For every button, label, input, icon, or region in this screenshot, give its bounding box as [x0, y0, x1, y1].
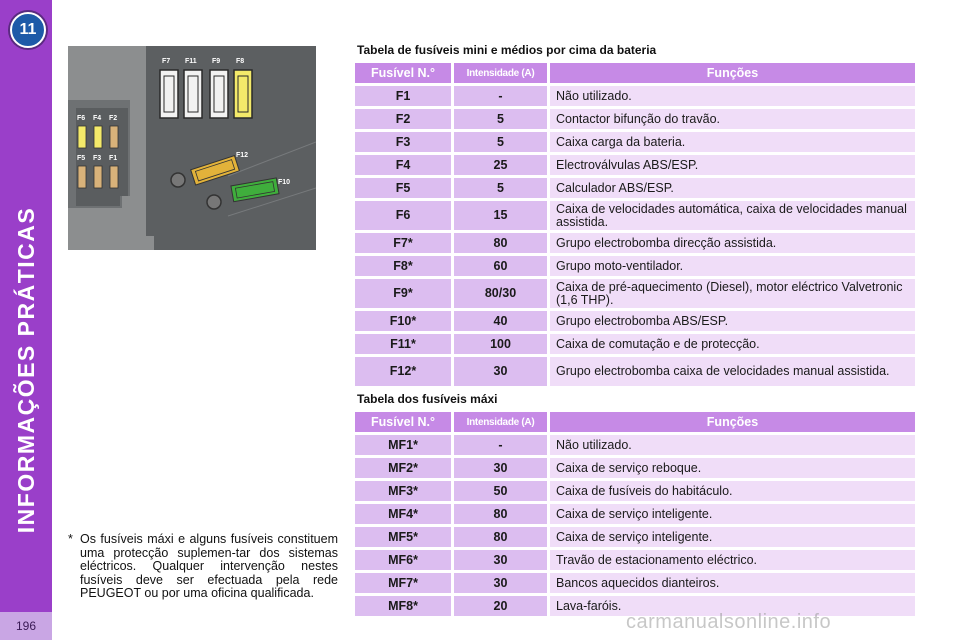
diagram-label-f7: F7 — [162, 58, 171, 65]
fuse-function: Caixa de pré-aquecimento (Diesel), motor eléctrico Valvetronic (1,6 THP). — [547, 279, 915, 308]
table-row — [355, 132, 915, 152]
page-number: 196 — [0, 612, 52, 640]
table-row — [355, 504, 915, 524]
table-row — [355, 256, 915, 276]
col-header-amperage: Intensidade (A) — [451, 412, 547, 432]
fuse-amperage: 20 — [451, 596, 547, 616]
fuse-amperage: 80 — [451, 504, 547, 524]
fuse-amperage: 5 — [451, 178, 547, 198]
table-row — [355, 357, 915, 386]
fuse-number: F10* — [355, 311, 451, 331]
table-row — [355, 334, 915, 354]
fuse-f5 — [78, 166, 86, 188]
fuse-f8 — [234, 70, 252, 118]
fuse-number: F1 — [355, 86, 451, 106]
fuse-function: Não utilizado. — [547, 86, 915, 106]
table-row — [355, 481, 915, 501]
diagram-label-f11: F11 — [185, 58, 197, 65]
diagram-label-f4: F4 — [93, 115, 102, 122]
fuse-number: F9* — [355, 279, 451, 308]
fuse-f11 — [184, 70, 202, 118]
fuse-function: Caixa de serviço reboque. — [547, 458, 915, 478]
fuse-amperage: 100 — [451, 334, 547, 354]
fuse-number: F11* — [355, 334, 451, 354]
diagram-label-f10: F10 — [278, 179, 291, 186]
fuse-function: Grupo moto-ventilador. — [547, 256, 915, 276]
col-header-functions: Funções — [547, 63, 915, 83]
fuse-amperage: 80/30 — [451, 279, 547, 308]
fuse-amperage: 15 — [451, 201, 547, 230]
fuse-f9 — [210, 70, 228, 118]
fuse-number: F8* — [355, 256, 451, 276]
fuse-function: Lava-faróis. — [547, 596, 915, 616]
fuse-number: MF3* — [355, 481, 451, 501]
fuse-amperage: 5 — [451, 132, 547, 152]
table-row — [355, 155, 915, 175]
fuse-number: MF7* — [355, 573, 451, 593]
table-row — [355, 458, 915, 478]
fuse-number: MF1* — [355, 435, 451, 455]
table-row — [355, 279, 915, 308]
diagram-label-f1: F1 — [109, 155, 118, 162]
fuse-number: F6 — [355, 201, 451, 230]
fuse-amperage: 40 — [451, 311, 547, 331]
fuse-f7 — [160, 70, 178, 118]
table-row — [355, 178, 915, 198]
col-header-functions: Funções — [547, 412, 915, 432]
fuse-number: F5 — [355, 178, 451, 198]
fuse-function: Caixa de comutação e de protecção. — [547, 334, 915, 354]
footnote-marker: * — [68, 532, 73, 546]
col-header-fuse: Fusível N.° — [355, 63, 451, 83]
fuse-number: F3 — [355, 132, 451, 152]
fuse-number: MF4* — [355, 504, 451, 524]
fuse-function: Não utilizado. — [547, 435, 915, 455]
table-row — [355, 527, 915, 547]
maxi-fuse-table — [355, 409, 915, 619]
fuse-amperage: 50 — [451, 481, 547, 501]
fuse-amperage: - — [451, 86, 547, 106]
fuse-number: F2 — [355, 109, 451, 129]
fuse-amperage: 30 — [451, 458, 547, 478]
diagram-label-f6: F6 — [77, 115, 86, 122]
fuse-f3 — [94, 166, 102, 188]
fuse-function: Electroválvulas ABS/ESP. — [547, 155, 915, 175]
fuse-function: Grupo electrobomba ABS/ESP. — [547, 311, 915, 331]
fuse-number: F4 — [355, 155, 451, 175]
fuse-f1 — [110, 166, 118, 188]
fuse-function: Caixa de serviço inteligente. — [547, 504, 915, 524]
fuse-amperage: 30 — [451, 573, 547, 593]
table-row — [355, 435, 915, 455]
table2-title: Tabela dos fusíveis máxi — [357, 392, 498, 406]
diagram-label-f9: F9 — [212, 58, 221, 65]
diagram-label-f12: F12 — [236, 152, 249, 159]
fuse-function: Calculador ABS/ESP. — [547, 178, 915, 198]
table-row — [355, 233, 915, 253]
fuse-amperage: 80 — [451, 527, 547, 547]
table-row — [355, 86, 915, 106]
fuse-number: MF8* — [355, 596, 451, 616]
fuse-f2 — [110, 126, 118, 148]
table-row — [355, 550, 915, 570]
table-row — [355, 201, 915, 230]
fuse-function: Bancos aquecidos dianteiros. — [547, 573, 915, 593]
fuse-amperage: 80 — [451, 233, 547, 253]
fuse-amperage: - — [451, 435, 547, 455]
footnote-text: Os fusíveis máxi e alguns fusíveis constituem uma protecção suplemen-tar dos sistemas eléctricos. Qualquer intervenção nestes fusíveis deve ser efectuada pela rede PEUGEOT ou por uma oficina qualificada. — [80, 532, 338, 600]
fuse-number: F12* — [355, 357, 451, 386]
table-row — [355, 311, 915, 331]
diagram-label-f8: F8 — [236, 58, 245, 65]
fuse-f4 — [94, 126, 102, 148]
fuse-function: Grupo electrobomba caixa de velocidades manual assistida. — [547, 357, 915, 386]
fuse-amperage: 30 — [451, 550, 547, 570]
diagram-label-f3: F3 — [93, 155, 102, 162]
fuse-number: MF6* — [355, 550, 451, 570]
fuse-amperage: 60 — [451, 256, 547, 276]
fuse-number: MF5* — [355, 527, 451, 547]
diagram-label-f2: F2 — [109, 115, 118, 122]
fuse-amperage: 30 — [451, 357, 547, 386]
chapter-number-badge: 11 — [10, 12, 46, 48]
col-header-fuse: Fusível N.° — [355, 412, 451, 432]
fuse-function: Caixa de serviço inteligente. — [547, 527, 915, 547]
chapter-title: INFORMAÇÕES PRÁTICAS — [13, 206, 39, 534]
fuse-function: Grupo electrobomba direcção assistida. — [547, 233, 915, 253]
fuse-number: MF2* — [355, 458, 451, 478]
fuse-function: Contactor bifunção do travão. — [547, 109, 915, 129]
fuse-function: Caixa carga da bateria. — [547, 132, 915, 152]
chapter-sidebar — [0, 0, 52, 640]
table1-title: Tabela de fusíveis mini e médios por cima da bateria — [357, 43, 657, 57]
fuse-amperage: 25 — [451, 155, 547, 175]
fuse-amperage: 5 — [451, 109, 547, 129]
col-header-amperage: Intensidade (A) — [451, 63, 547, 83]
table-row — [355, 573, 915, 593]
watermark: carmanualsonline.info — [626, 611, 832, 633]
fuse-function: Travão de estacionamento eléctrico. — [547, 550, 915, 570]
fuse-number: F7* — [355, 233, 451, 253]
mini-medium-fuse-table — [355, 60, 915, 389]
fuse-box-diagram — [68, 46, 316, 250]
diagram-label-f5: F5 — [77, 155, 86, 162]
fuse-f6 — [78, 126, 86, 148]
fuse-function: Caixa de fusíveis do habitáculo. — [547, 481, 915, 501]
fuse-function: Caixa de velocidades automática, caixa de velocidades manual assistida. — [547, 201, 915, 230]
footnote — [68, 533, 338, 601]
table-row — [355, 109, 915, 129]
